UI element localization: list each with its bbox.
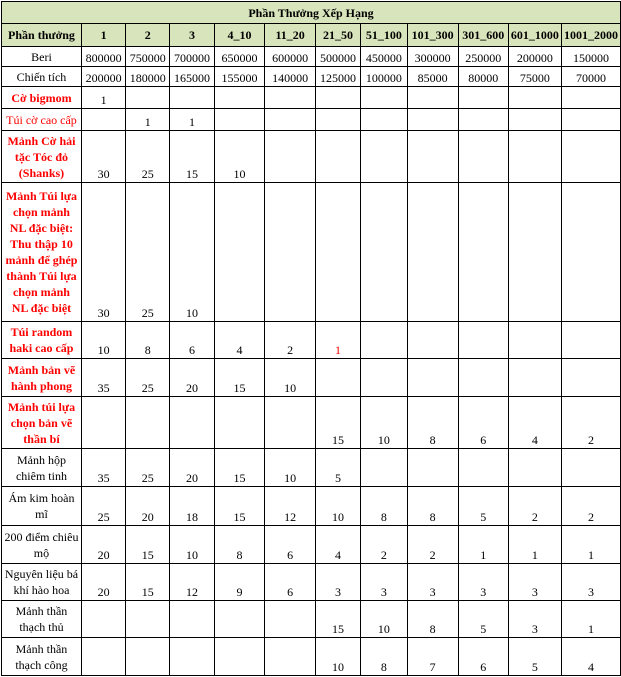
reward-value-cell: 100000 (361, 67, 408, 87)
reward-value-cell (508, 322, 561, 359)
reward-value-cell: 4 (214, 322, 265, 359)
reward-value-cell (561, 449, 620, 487)
reward-value-cell: 10 (214, 131, 265, 183)
reward-value-cell: 700000 (170, 47, 214, 67)
reward-name-cell: Túi random haki cao cấp (2, 322, 82, 359)
reward-value-cell: 6 (458, 638, 508, 676)
table-row (2, 47, 621, 67)
reward-value-cell (170, 397, 214, 449)
table-row (2, 359, 621, 397)
reward-value-cell: 4 (561, 638, 620, 676)
reward-value-cell: 8 (361, 638, 408, 676)
reward-value-cell: 2 (407, 526, 458, 564)
reward-value-cell: 125000 (315, 67, 360, 87)
reward-value-cell: 500000 (315, 47, 360, 67)
reward-value-cell: 35 (81, 359, 125, 397)
ranking-rewards-table (1, 1, 621, 676)
reward-value-cell: 15 (315, 397, 360, 449)
reward-value-cell: 1 (458, 526, 508, 564)
reward-value-cell: 200000 (81, 67, 125, 87)
reward-name-cell: Mảnh túi lựa chọn bản vẽ thần bí (2, 397, 82, 449)
reward-value-cell (265, 638, 316, 676)
reward-value-cell (407, 322, 458, 359)
reward-value-cell (561, 183, 620, 322)
reward-value-cell (214, 638, 265, 676)
reward-value-cell (458, 322, 508, 359)
reward-value-cell (561, 322, 620, 359)
reward-value-cell (126, 397, 170, 449)
table-row (2, 601, 621, 638)
reward-value-cell: 30 (81, 183, 125, 322)
reward-value-cell: 8 (126, 322, 170, 359)
reward-value-cell (508, 109, 561, 131)
reward-name-cell: Mảnh bản vẽ hành phong (2, 359, 82, 397)
reward-value-cell (458, 131, 508, 183)
header-cell-rank: 301_600 (458, 24, 508, 47)
reward-value-cell (407, 109, 458, 131)
table-row (2, 526, 621, 564)
reward-value-cell: 2 (508, 487, 561, 526)
reward-value-cell: 10 (170, 526, 214, 564)
reward-value-cell (361, 87, 408, 109)
reward-name-cell: Túi cờ cao cấp (2, 109, 82, 131)
reward-value-cell: 3 (561, 564, 620, 601)
reward-value-cell: 140000 (265, 67, 316, 87)
reward-value-cell: 1 (561, 526, 620, 564)
reward-value-cell (508, 359, 561, 397)
reward-value-cell: 8 (407, 601, 458, 638)
reward-value-cell (508, 449, 561, 487)
reward-value-cell (361, 183, 408, 322)
reward-value-cell (407, 359, 458, 397)
reward-value-cell: 10 (265, 359, 316, 397)
reward-value-cell (265, 397, 316, 449)
reward-value-cell (170, 87, 214, 109)
reward-value-cell: 6 (265, 526, 316, 564)
header-cell-rank: 11_20 (265, 24, 316, 47)
header-cell-reward: Phần thưởng (2, 24, 82, 47)
reward-value-cell: 180000 (126, 67, 170, 87)
reward-value-cell (407, 183, 458, 322)
reward-value-cell: 70000 (561, 67, 620, 87)
reward-value-cell: 80000 (458, 67, 508, 87)
reward-value-cell: 8 (361, 487, 408, 526)
reward-value-cell (508, 131, 561, 183)
table-row (2, 67, 621, 87)
reward-value-cell: 20 (170, 449, 214, 487)
reward-value-cell: 800000 (81, 47, 125, 67)
reward-value-cell (315, 87, 360, 109)
reward-value-cell: 5 (508, 638, 561, 676)
reward-value-cell: 1 (170, 109, 214, 131)
reward-value-cell: 5 (315, 449, 360, 487)
reward-value-cell (265, 87, 316, 109)
reward-name-cell: Ám kim hoàn mĩ (2, 487, 82, 526)
reward-value-cell: 85000 (407, 67, 458, 87)
reward-value-cell: 10 (81, 322, 125, 359)
reward-value-cell: 10 (361, 601, 408, 638)
reward-value-cell (458, 109, 508, 131)
reward-name-cell: Mảnh thần thạch công (2, 638, 82, 676)
reward-value-cell: 8 (407, 397, 458, 449)
reward-value-cell: 450000 (361, 47, 408, 67)
reward-value-cell (214, 109, 265, 131)
reward-value-cell (315, 131, 360, 183)
reward-value-cell (508, 87, 561, 109)
reward-value-cell (458, 449, 508, 487)
reward-value-cell: 150000 (561, 47, 620, 67)
reward-value-cell: 200000 (508, 47, 561, 67)
reward-value-cell: 1 (315, 322, 360, 359)
reward-value-cell (361, 449, 408, 487)
reward-value-cell (361, 131, 408, 183)
reward-value-cell (315, 109, 360, 131)
reward-value-cell: 15 (126, 564, 170, 601)
reward-value-cell: 10 (265, 449, 316, 487)
table-row (2, 322, 621, 359)
reward-value-cell (407, 449, 458, 487)
reward-value-cell (361, 322, 408, 359)
reward-value-cell: 20 (81, 564, 125, 601)
header-cell-rank: 2 (126, 24, 170, 47)
reward-value-cell: 3 (508, 564, 561, 601)
reward-value-cell: 15 (214, 487, 265, 526)
reward-name-cell: Mảnh thần thạch thủ (2, 601, 82, 638)
reward-value-cell (81, 397, 125, 449)
reward-value-cell: 15 (214, 359, 265, 397)
reward-value-cell (81, 638, 125, 676)
reward-value-cell: 12 (265, 487, 316, 526)
reward-name-cell: Cờ bigmom (2, 87, 82, 109)
reward-value-cell (214, 183, 265, 322)
header-cell-rank: 4_10 (214, 24, 265, 47)
reward-value-cell (458, 87, 508, 109)
reward-value-cell: 600000 (265, 47, 316, 67)
reward-value-cell: 10 (315, 638, 360, 676)
reward-value-cell: 25 (126, 359, 170, 397)
reward-value-cell (126, 87, 170, 109)
reward-value-cell: 75000 (508, 67, 561, 87)
reward-value-cell: 25 (126, 183, 170, 322)
reward-value-cell: 20 (126, 487, 170, 526)
reward-value-cell (170, 638, 214, 676)
reward-value-cell: 2 (361, 526, 408, 564)
reward-value-cell: 3 (361, 564, 408, 601)
reward-value-cell (265, 131, 316, 183)
table-row (2, 449, 621, 487)
reward-value-cell: 6 (458, 397, 508, 449)
reward-value-cell (126, 638, 170, 676)
reward-name-cell: Nguyên liệu bá khí hào hoa (2, 564, 82, 601)
reward-value-cell (315, 183, 360, 322)
table-row (2, 397, 621, 449)
reward-value-cell: 1 (561, 601, 620, 638)
reward-value-cell: 15 (315, 601, 360, 638)
reward-value-cell: 2 (561, 487, 620, 526)
header-cell-rank: 601_1000 (508, 24, 561, 47)
reward-value-cell: 10 (361, 397, 408, 449)
reward-value-cell: 750000 (126, 47, 170, 67)
header-cell-rank: 21_50 (315, 24, 360, 47)
reward-value-cell: 18 (170, 487, 214, 526)
table-title: Phần Thưởng Xếp Hạng (2, 2, 621, 24)
table-row (2, 487, 621, 526)
header-row (2, 24, 621, 47)
reward-value-cell: 2 (561, 397, 620, 449)
reward-value-cell: 155000 (214, 67, 265, 87)
reward-value-cell: 2 (265, 322, 316, 359)
reward-value-cell (126, 601, 170, 638)
table-row (2, 183, 621, 322)
reward-value-cell (508, 183, 561, 322)
reward-value-cell: 8 (214, 526, 265, 564)
reward-value-cell (315, 359, 360, 397)
reward-value-cell: 6 (170, 322, 214, 359)
reward-value-cell: 15 (170, 131, 214, 183)
reward-value-cell (214, 601, 265, 638)
table-body (2, 47, 621, 676)
reward-value-cell: 15 (126, 526, 170, 564)
header-cell-rank: 101_300 (407, 24, 458, 47)
reward-value-cell: 30 (81, 131, 125, 183)
reward-value-cell: 35 (81, 449, 125, 487)
reward-value-cell: 20 (81, 526, 125, 564)
table-row (2, 638, 621, 676)
reward-name-cell: Mảnh Cờ hải tặc Tóc đỏ (Shanks) (2, 131, 82, 183)
reward-value-cell (214, 397, 265, 449)
reward-value-cell (361, 359, 408, 397)
reward-value-cell: 8 (407, 487, 458, 526)
reward-value-cell (265, 183, 316, 322)
reward-value-cell (561, 87, 620, 109)
reward-value-cell (81, 601, 125, 638)
reward-value-cell (361, 109, 408, 131)
reward-value-cell (265, 109, 316, 131)
reward-value-cell: 10 (170, 183, 214, 322)
reward-value-cell (561, 359, 620, 397)
reward-value-cell: 15 (214, 449, 265, 487)
header-cell-rank: 1001_2000 (561, 24, 620, 47)
reward-value-cell (407, 131, 458, 183)
reward-value-cell: 25 (126, 131, 170, 183)
reward-value-cell: 3 (458, 564, 508, 601)
reward-value-cell (214, 87, 265, 109)
reward-value-cell: 250000 (458, 47, 508, 67)
reward-value-cell (407, 87, 458, 109)
reward-value-cell: 9 (214, 564, 265, 601)
header-cell-rank: 51_100 (361, 24, 408, 47)
header-cell-rank: 1 (81, 24, 125, 47)
reward-value-cell: 25 (126, 449, 170, 487)
reward-name-cell: Chiến tích (2, 67, 82, 87)
reward-value-cell: 300000 (407, 47, 458, 67)
reward-value-cell: 165000 (170, 67, 214, 87)
reward-name-cell: 200 điểm chiêu mộ (2, 526, 82, 564)
reward-value-cell: 4 (508, 397, 561, 449)
reward-value-cell (170, 601, 214, 638)
reward-value-cell: 3 (315, 564, 360, 601)
reward-name-cell: Beri (2, 47, 82, 67)
reward-value-cell (458, 359, 508, 397)
reward-value-cell (265, 601, 316, 638)
reward-value-cell: 3 (508, 601, 561, 638)
reward-value-cell: 25 (81, 487, 125, 526)
reward-value-cell: 10 (315, 487, 360, 526)
reward-value-cell: 3 (407, 564, 458, 601)
reward-name-cell: Mảnh hộp chiêm tinh (2, 449, 82, 487)
reward-value-cell: 5 (458, 601, 508, 638)
reward-value-cell: 4 (315, 526, 360, 564)
reward-value-cell: 5 (458, 487, 508, 526)
reward-name-cell: Mảnh Túi lựa chọn mảnh NL đặc biệt: Thu thập 10 mảnh để ghép thành Túi lựa chọn mảnh NL đặc biệt (2, 183, 82, 322)
reward-value-cell: 650000 (214, 47, 265, 67)
table-row (2, 109, 621, 131)
reward-value-cell: 1 (508, 526, 561, 564)
reward-value-cell: 7 (407, 638, 458, 676)
reward-value-cell: 20 (170, 359, 214, 397)
reward-value-cell: 6 (265, 564, 316, 601)
reward-value-cell (561, 131, 620, 183)
reward-value-cell: 12 (170, 564, 214, 601)
reward-value-cell: 1 (81, 87, 125, 109)
header-cell-rank: 3 (170, 24, 214, 47)
table-row (2, 87, 621, 109)
reward-value-cell: 1 (126, 109, 170, 131)
reward-value-cell (458, 183, 508, 322)
table-row (2, 131, 621, 183)
table-row (2, 564, 621, 601)
reward-value-cell (561, 109, 620, 131)
reward-value-cell (81, 109, 125, 131)
